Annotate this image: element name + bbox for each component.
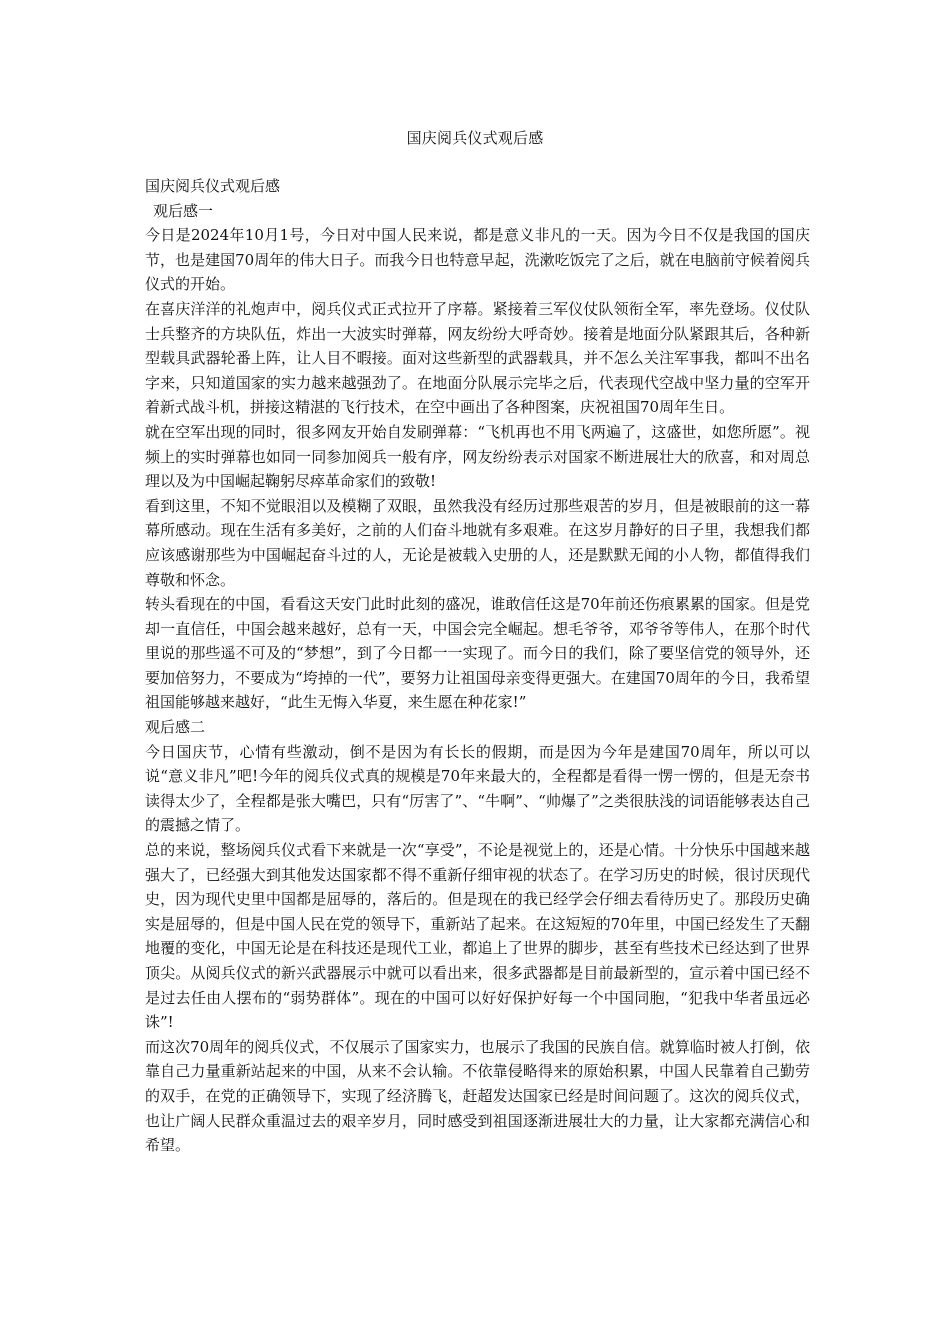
document-body: [145, 174, 810, 1158]
section-label-1: 观后感一: [153, 201, 214, 220]
paragraph: 就在空军出现的同时，很多网友开始自发刷弹幕：“飞机再也不用飞两遍了，这盛世，如您所愿”。视频上的实时弹幕也如同一同参加阅兵一般有序，网友纷纷表示对国家不断进展壮大的欣喜，和对周总理以及为中国崛起鞠躬尽瘁革命家们的致敬!: [145, 422, 810, 491]
page-title: 国庆阅兵仪式观后感: [406, 129, 544, 147]
paragraph: 看到这里，不知不觉眼泪以及模糊了双眼，虽然我没有经历过那些艰苦的岁月，但是被眼前的这一幕幕所感动。现在生活有多美好，之前的人们奋斗地就有多艰难。在这岁月静好的日子里，我想我们都应该感谢那些为中国崛起奋斗过的人，无论是被载入史册的人，还是默默无闻的小人物，都值得我们尊敬和怀念。: [145, 496, 810, 589]
paragraph: 总的来说，整场阅兵仪式看下来就是一次“享受”，不论是视觉上的，还是心情。十分快乐中国越来越强大了，已经强大到其他发达国家都不得不重新仔细审视的状态了。在学习历史的时候，很讨厌现代史，因为现代史里中国都是屈辱的，落后的。但是现在的我已经学会仔细去看待历史了。那段历史确实是屈辱的，但是中国人民在党的领导下，重新站了起来。在这短短的70年里，中国已经发生了天翻地覆的变化，中国无论是在科技还是现代工业，都追上了世界的脚步，甚至有些技术已经达到了世界顶尖。从阅兵仪式的新兴武器展示中就可以看出来，很多武器都是目前最新型的，宣示着中国已经不是过去任由人摆布的“弱势群体”。现在的中国可以好好保护好每一个中国同胞，“犯我中华者虽远必诛”!: [145, 841, 810, 1032]
paragraph: 今日是2024年10月1号，今日对中国人民来说，都是意义非凡的一天。因为今日不仅是我国的国庆节，也是建国70周年的伟大日子。而我今日也特意早起，洗漱吃饭完了之后，就在电脑前守候着阅兵仪式的开始。: [145, 226, 810, 294]
section-label-2: 观后感二: [145, 718, 206, 737]
body-heading: 国庆阅兵仪式观后感: [145, 177, 281, 195]
paragraph: 在喜庆洋洋的礼炮声中，阅兵仪式正式拉开了序幕。紧接着三军仪仗队领衔全军，率先登场。仪仗队士兵整齐的方块队伍，炸出一大波实时弹幕，网友纷纷大呼奇妙。接着是地面分队紧跟其后，各种新型载具武器轮番上阵，让人目不暇接。面对这些新型的武器载具，并不怎么关注军事我，都叫不出名字来，只知道国家的实力越来越强劲了。在地面分队展示完毕之后，代表现代空战中坚力量的空军开着新式战斗机，拼接这精湛的飞行技术，在空中画出了各种图案，庆祝祖国70周年生日。: [145, 299, 810, 417]
paragraph: 转头看现在的中国，看看这天安门此时此刻的盛况，谁敢信任这是70年前还伤痕累累的国家。但是党却一直信任，中国会越来越好，总有一天，中国会完全崛起。想毛爷爷，邓爷爷等伟人，在那个时代里说的那些遥不可及的“梦想”，到了今日都一一实现了。而今日的我们，除了要坚信党的领导外，还要加倍努力，不要成为“垮掉的一代”，要努力让祖国母亲变得更强大。在建国70周年的今日，我希望祖国能够越来越好，“此生无悔入华夏，来生愿在种花家!”: [145, 595, 810, 712]
paragraph: 今日国庆节，心情有些激动，倒不是因为有长长的假期，而是因为今年是建国70周年，所以可以说“意义非凡”吧!今年的阅兵仪式真的规模是70年来最大的，全程都是看得一愣一愣的，但是无奈书读得太少了，全程都是张大嘴巴，只有“厉害了”、“牛啊”、“帅爆了”之类很肤浅的词语能够表达自己的震撼之情了。: [145, 742, 810, 835]
paragraph: 而这次70周年的阅兵仪式，不仅展示了国家实力，也展示了我国的民族自信。就算临时被人打倒，依靠自己力量重新站起来的中国，从来不会认输。不依靠侵略得来的原始积累，中国人民靠着自己勤劳的双手，在党的正确领导下，实现了经济腾飞，赶超发达国家已经是时间问题了。这次的阅兵仪式，也让广阔人民群众重温过去的艰辛岁月，同时感受到祖国逐渐进展壮大的力量，让大家都充满信心和希望。: [145, 1037, 810, 1155]
